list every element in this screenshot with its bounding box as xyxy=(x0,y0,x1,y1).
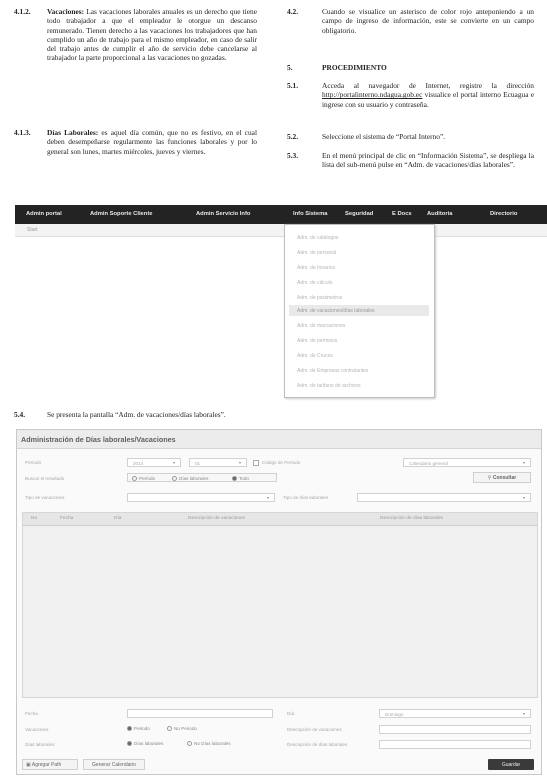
grid-header xyxy=(23,513,537,526)
chevron-down-icon: ▾ xyxy=(523,495,526,500)
window-titlebar xyxy=(17,430,541,449)
section-number: 5. xyxy=(287,63,293,72)
dropdown-item[interactable]: Adm. de Cruces xyxy=(297,353,333,359)
section-number: 4.1.3. xyxy=(14,128,31,137)
section-5-1-paragraph xyxy=(322,81,534,109)
section-number: 4.2. xyxy=(287,7,299,16)
main-menubar xyxy=(15,205,547,224)
vacaciones-window xyxy=(16,429,542,775)
buscar-label: Buscar el resultado xyxy=(25,476,65,481)
generar-calendario-button[interactable]: Generar Calendario xyxy=(83,759,145,770)
dropdown-item[interactable]: Adm. de parámetros xyxy=(297,295,343,301)
month-select[interactable] xyxy=(189,458,247,467)
col-header-desc-dias[interactable]: Descripción de días laborales xyxy=(380,516,443,521)
section-number: 5.3. xyxy=(287,151,299,160)
dias-laborales-label: Días laborales xyxy=(25,742,55,747)
dia-label: Día xyxy=(287,711,295,716)
tipo-dias-label: Tipo de días laborales xyxy=(283,495,329,500)
section-5-4-paragraph: Se presenta la pantalla “Adm. de vacaciones/días laborales”. xyxy=(47,410,226,419)
dropdown-item[interactable]: Adm. de permisos xyxy=(297,338,338,344)
term: Días Laborales: xyxy=(47,128,99,137)
menu-item-admin-portal[interactable]: Admin portal xyxy=(26,211,62,217)
portal-link[interactable]: http://portalinterno.ndagua.gob.ec xyxy=(322,90,423,100)
menu-item-admin-soporte[interactable]: Admin Soporte Cliente xyxy=(90,211,153,217)
add-icon: ▣ xyxy=(26,762,31,768)
dl-option-dias[interactable]: Días laborales xyxy=(127,741,163,746)
col-header-fecha[interactable]: Fecha xyxy=(60,516,74,521)
dia-value: Domingo xyxy=(385,712,404,717)
menu-item-auditoria[interactable]: Auditoría xyxy=(427,211,453,217)
consultar-button[interactable]: ⚲ Consultar xyxy=(473,472,531,483)
col-header-desc-vacaciones[interactable]: Descripción de vacaciones xyxy=(188,516,246,521)
agregar-path-button[interactable]: ▣ Agregar Path xyxy=(22,759,78,770)
tipo-vacaciones-select[interactable] xyxy=(127,493,275,502)
section-number: 5.4. xyxy=(14,410,26,419)
definition: Las vacaciones laborales anuales es un derecho que tiene todo trabajador a que el empleador le otorgue un descanso remunerado. Tienen derecho a las vacaciones los trabajadores que han cumplido un año de trabajo para el mismo empleador, en caso de salir del trabajo antes de cumplir el año de servicio debe cancelarse al trabajador la parte proporcional a las vacaciones no gozadas. xyxy=(47,7,257,63)
periodo-label: Período xyxy=(25,460,42,465)
tipo-vacaciones-label: Tipo de vacaciones xyxy=(25,495,65,500)
search-icon: ⚲ xyxy=(487,475,492,481)
buscar-options xyxy=(127,473,277,482)
chevron-down-icon: ▾ xyxy=(523,460,526,465)
month-value: 01 xyxy=(195,461,201,466)
section-4-1-2-paragraph xyxy=(47,7,257,63)
year-value: 2014 xyxy=(133,461,144,466)
vacaciones-label: Vacaciones xyxy=(25,727,49,732)
results-grid xyxy=(22,512,538,698)
section-number: 4.1.2. xyxy=(14,7,31,16)
calendar-value: Calendario general xyxy=(409,461,448,466)
desc-vacaciones-field[interactable] xyxy=(379,725,531,734)
guardar-button[interactable]: Guardar xyxy=(488,759,534,770)
chevron-down-icon: ▾ xyxy=(239,460,242,465)
dropdown-item[interactable]: Adm. de cálculo xyxy=(297,280,333,286)
dropdown-item[interactable]: Adm. de tarifario de archivos xyxy=(297,383,361,389)
dropdown-item[interactable]: Adm. de catálogos xyxy=(297,235,339,241)
dropdown-item[interactable]: Adm. de marcaciones xyxy=(297,323,346,329)
option-todo[interactable]: Todo xyxy=(232,476,249,481)
dropdown-item[interactable]: Adm. de personal xyxy=(297,250,337,256)
breadcrumb[interactable]: Start xyxy=(27,227,38,233)
step-text: Acceda al navegador de Internet, registre la dirección xyxy=(322,81,534,90)
info-sistema-dropdown xyxy=(284,224,435,398)
section-5-2-paragraph: Seleccione el sistema de “Portal Interno”. xyxy=(322,132,446,141)
dropdown-item[interactable]: Adm. de Empresas contratantes xyxy=(297,368,369,374)
menu-item-info-sistema[interactable]: Info Sistema xyxy=(293,211,328,217)
codigo-checkbox[interactable] xyxy=(253,460,259,466)
desc-dias-field[interactable] xyxy=(379,740,531,749)
step-text: visualice el portal interno Ecuagua e ingrese con su usuario y contraseña. xyxy=(322,90,534,109)
term: Vacaciones: xyxy=(47,7,85,16)
option-dias-laborales[interactable]: Días laborales xyxy=(172,476,208,481)
dropdown-item-vacaciones[interactable]: Adm. de vacaciones/días laborales xyxy=(297,308,375,314)
dia-select[interactable] xyxy=(379,709,531,718)
section-number: 5.2. xyxy=(287,132,299,141)
section-4-2-paragraph: Cuando se visualice un asterisco de color rojo anteponiendo a un campo de ingreso de información, este se convierte en un campo obligatorio. xyxy=(322,7,534,35)
section-title: PROCEDIMIENTO xyxy=(322,63,387,72)
window-title: Administración de Días laborales/Vacaciones xyxy=(21,435,176,444)
col-header-no[interactable]: No xyxy=(31,516,38,521)
vac-option-periodo[interactable]: Periodo xyxy=(127,726,150,731)
fecha-field[interactable] xyxy=(127,709,273,718)
breadcrumb-bar xyxy=(15,224,547,237)
codigo-label: Código de Período xyxy=(262,460,301,465)
calendar-select[interactable] xyxy=(403,458,531,467)
fecha-label: Fecha xyxy=(25,711,38,716)
chevron-down-icon: ▾ xyxy=(267,495,270,500)
menu-item-e-docs[interactable]: E Docs xyxy=(392,211,412,217)
year-select[interactable] xyxy=(127,458,181,467)
desc-dias-label: Descripción de días laborales xyxy=(287,742,348,747)
definition: es aquel día común, que no es festivo, en el cual deben desempeñarse regularmente las funciones laborales y por lo general son lunes, martes miércoles, jueves y viernes. xyxy=(47,128,257,156)
dropdown-item[interactable]: Adm. de horarios xyxy=(297,265,336,271)
dl-option-no-dias[interactable]: No Días laborales xyxy=(187,741,231,746)
menu-item-seguridad[interactable]: Seguridad xyxy=(345,211,374,217)
tipo-dias-select[interactable] xyxy=(357,493,531,502)
section-5-3-paragraph: En el menú principal de clic en “Información Sistema”, se despliega la lista del sub-menú pulse en “Adm. de vacaciones/días laborales”. xyxy=(322,151,534,170)
menu-item-admin-servicio[interactable]: Admin Servicio Info xyxy=(196,211,251,217)
option-periodo[interactable]: Período xyxy=(132,476,155,481)
chevron-down-icon: ▾ xyxy=(173,460,176,465)
col-header-dia[interactable]: Día xyxy=(114,516,122,521)
vac-option-no-periodo[interactable]: No Periodo xyxy=(167,726,197,731)
chevron-down-icon: ▾ xyxy=(523,711,526,716)
desc-vacaciones-label: Descripción de vacaciones xyxy=(287,727,342,732)
menu-item-directorio[interactable]: Directorio xyxy=(490,211,518,217)
section-number: 5.1. xyxy=(287,81,299,90)
section-4-1-3-paragraph xyxy=(47,128,257,156)
